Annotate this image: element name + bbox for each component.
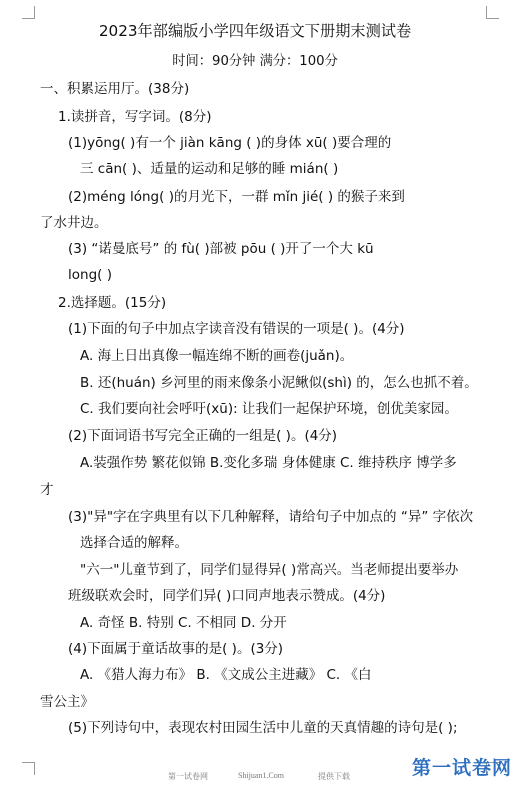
- question-line: (5)下列诗句中，表现农村田园生活中儿童的天真情趣的诗句是( );: [68, 720, 458, 736]
- question-line: 才: [40, 482, 54, 498]
- footer-download-note: 提供下载: [318, 772, 350, 781]
- question-line: "六一"儿童节到了，同学们显得异( )常高兴。当老师提出要举办: [80, 562, 459, 578]
- question-line: (1)下面的句子中加点字读音没有错误的一项是( )。(4分): [68, 321, 405, 337]
- question-line: 三 cān( )、适量的运动和足够的睡 mián( ): [80, 161, 339, 177]
- answer-option: A.装强作势 繁花似锦 B.变化多瑞 身体健康 C. 维持秩序 博学多: [80, 455, 457, 471]
- crop-mark-bottom-left: [22, 762, 35, 775]
- question-line: (3) “诺曼底号” 的 fù( )部被 pōu ( )开了一个大 kū: [68, 241, 374, 257]
- question-heading: 2.选择题。(15分): [58, 295, 167, 311]
- crop-mark-top-left: [22, 6, 35, 19]
- footer-domain: Shijuan1.Com: [238, 771, 285, 780]
- question-line: (1)yōng( )有一个 jiàn kāng ( )的身体 xū( )要合理的: [68, 135, 392, 151]
- answer-option: A. 海上日出真像一幅连绵不断的画卷(juǎn)。: [80, 348, 354, 364]
- question-line: long( ): [68, 267, 112, 283]
- question-line: 选择合适的解释。: [80, 535, 188, 551]
- answer-option: C. 我们要向社会呼吁(xū): 让我们一起保护环境，创优美家园。: [80, 401, 458, 417]
- answer-option: B. 还(huán) 乡河里的雨来像条小泥鳅似(shì) 的，怎么也抓不着。: [80, 375, 478, 391]
- question-line: 班级联欢会时，同学们异( )口同声地表示赞成。(4分): [68, 588, 386, 604]
- question-line: 雪公主》: [40, 694, 94, 710]
- crop-mark-top-right: [486, 6, 499, 19]
- answer-option: A. 《猎人海力布》 B. 《文成公主进藏》 C. 《白: [80, 667, 372, 683]
- answer-option: A. 奇怪 B. 特别 C. 不相同 D. 分开: [80, 615, 287, 631]
- footer-site-name: 第一试卷网: [168, 772, 208, 781]
- question-heading: 1.读拼音，写字词。(8分): [58, 109, 212, 125]
- exam-subtitle: 时间：90分钟 满分：100分: [172, 53, 338, 69]
- exam-title: 2023年部编版小学四年级语文下册期末测试卷: [98, 22, 412, 40]
- question-line: (3)"异"字在字典里有以下几种解释，请给句子中加点的 “异” 字依次: [68, 509, 474, 525]
- question-line: (2)下面词语书写完全正确的一组是( )。(4分): [68, 428, 338, 444]
- question-line: (2)méng lóng( )的月光下，一群 mǐn jié( ) 的猴子来到: [68, 189, 405, 205]
- section-heading: 一、积累运用厅。(38分): [40, 81, 190, 97]
- brand-watermark: 第一试卷网: [412, 757, 513, 779]
- question-line: (4)下面属于童话故事的是( )。(3分): [68, 641, 284, 657]
- question-line: 了水井边。: [40, 215, 108, 231]
